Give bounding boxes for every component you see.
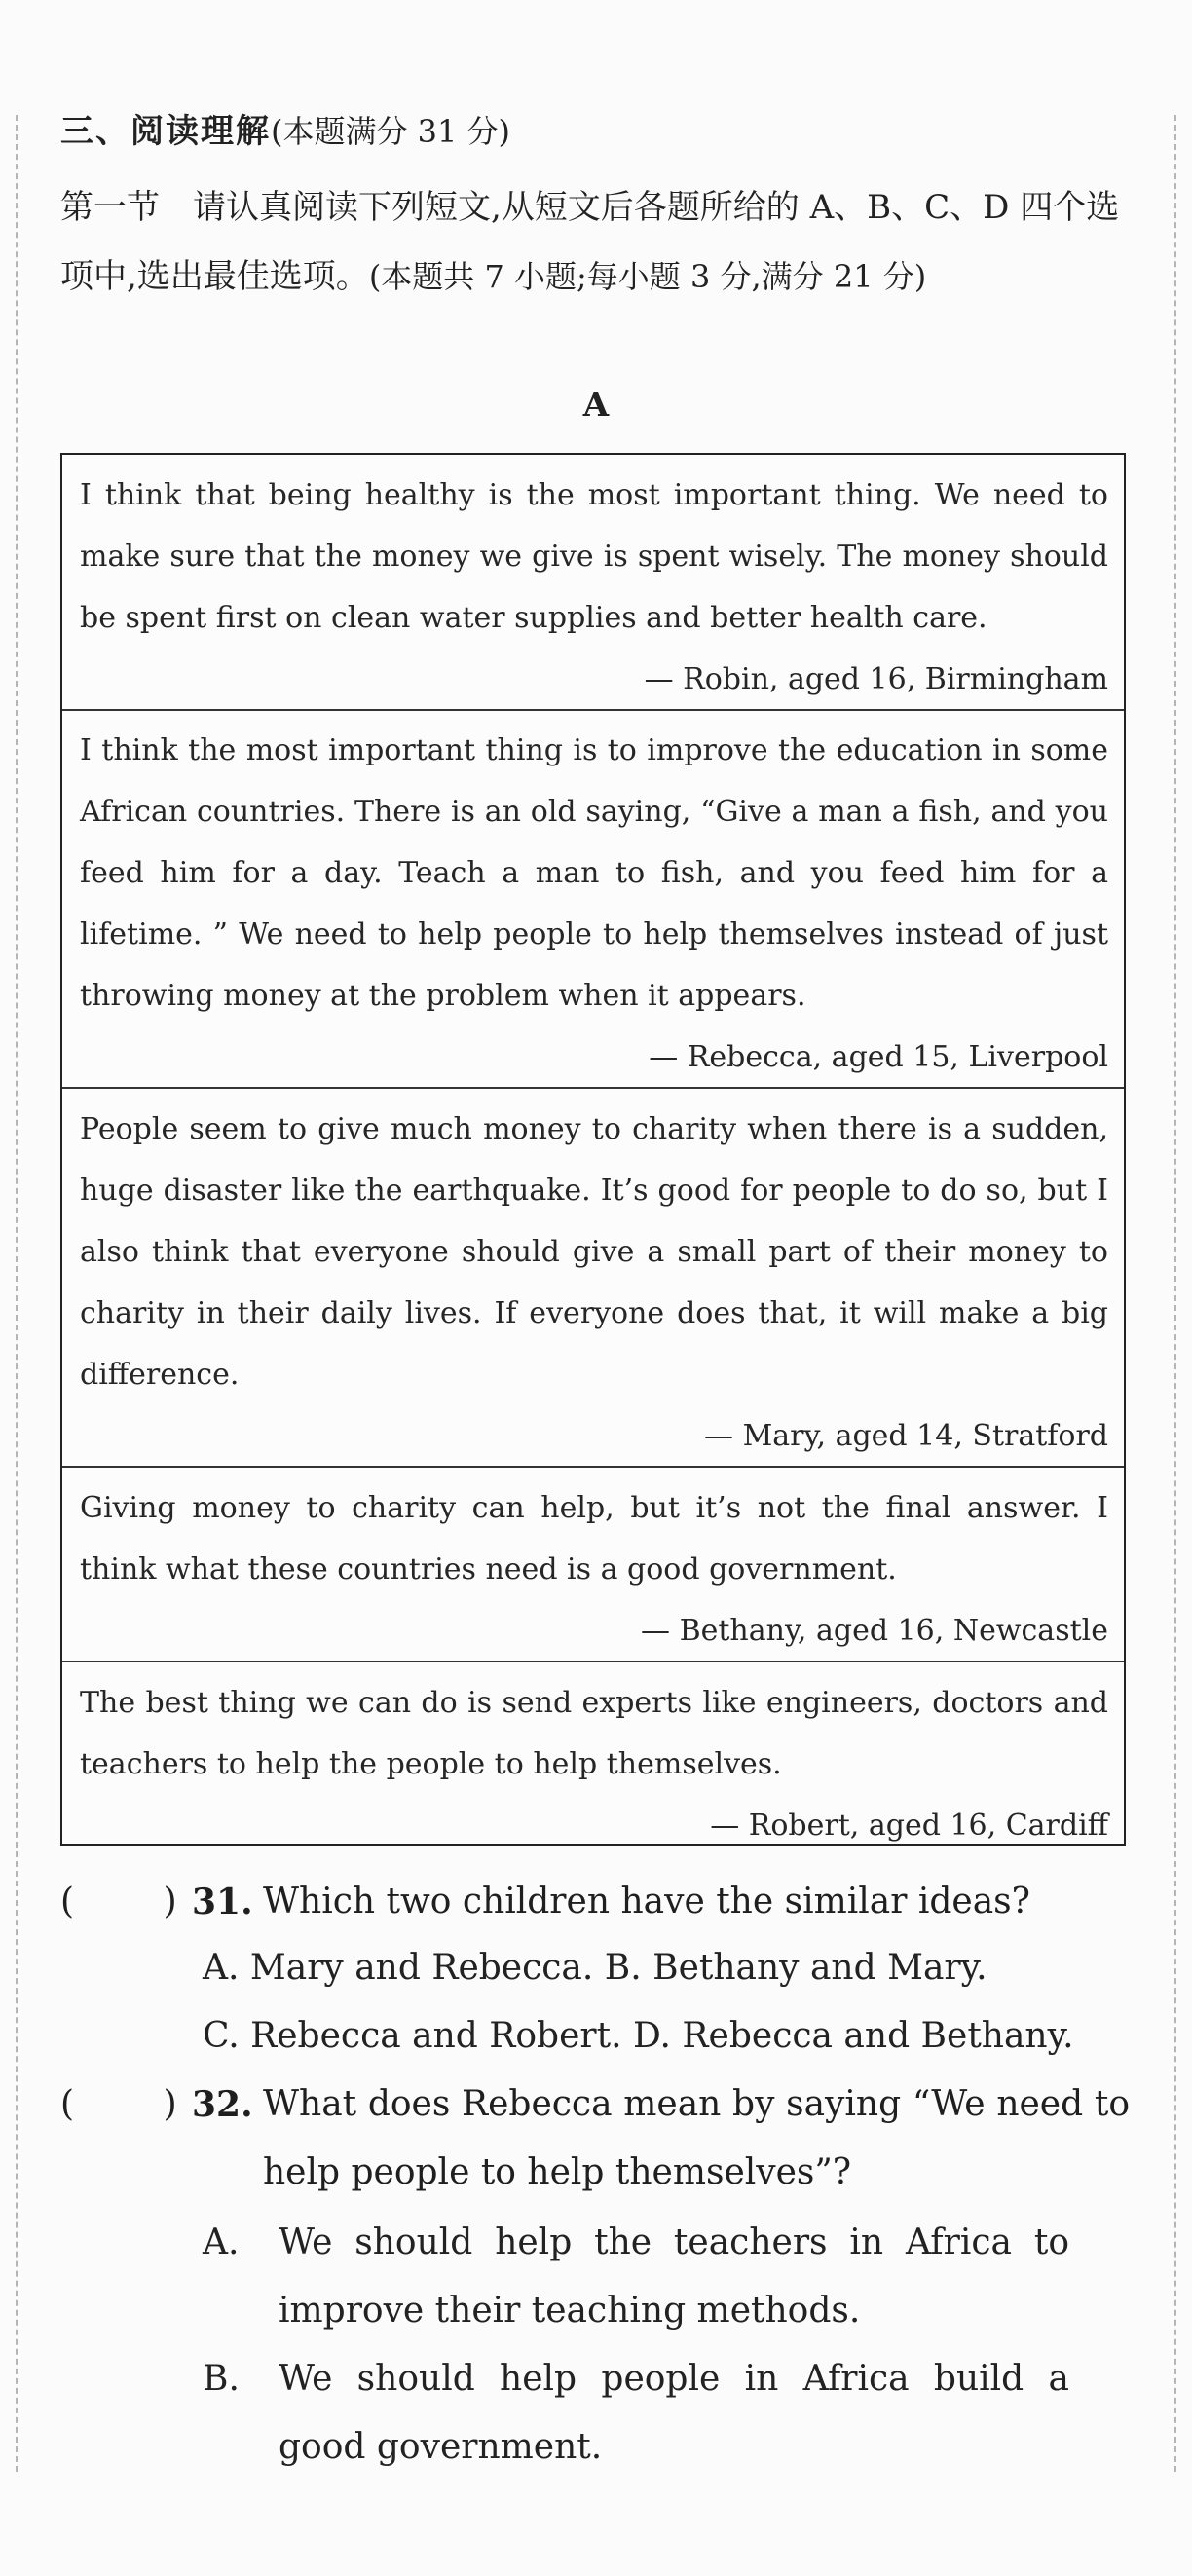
entry-text: People seem to give much money to charity when there is a sudden, huge disaster like the earthquake. It’s good for people to do so, but I also think that everyone should give a small part of their money to charity in their daily lives. If everyone does that, it will make a big difference. [80, 1112, 1108, 1392]
section-title [60, 109, 510, 154]
option-a [203, 2209, 1069, 2345]
entry-signature: — Rebecca, aged 15, Liverpool [649, 1040, 1108, 1074]
options-row-cd: C. Rebecca and Robert. D. Rebecca and Bethany. [203, 2016, 1074, 2056]
question-stem: Which two children have the similar ideas? [263, 1882, 1030, 1922]
passage-letter: A [582, 386, 610, 425]
passage-entry [62, 1089, 1124, 1468]
entry-signature: — Robin, aged 16, Birmingham [644, 662, 1108, 696]
entry-signature: — Mary, aged 14, Stratford [704, 1419, 1108, 1453]
entry-text: Giving money to charity can help, but it’s not the final answer. I think what these countries need is a good government. [80, 1491, 1108, 1587]
section-title-note: (本题满分 31 分) [271, 113, 511, 150]
answer-blank[interactable]: ( ) [60, 1882, 177, 1922]
passage-entry [62, 1662, 1124, 1844]
instructions-text: 第一节 请认真阅读下列短文,从短文后各题所给的 A、B、C、D 四个选项中,选出最佳选项。 [60, 188, 1120, 296]
left-margin-rule [16, 115, 18, 2472]
option-b [203, 2345, 1069, 2482]
right-margin-rule [1174, 115, 1176, 2472]
question-31 [60, 1880, 1132, 1938]
option-label: B. [203, 2359, 240, 2399]
instructions-note: (本题共 7 小题;每小题 3 分,满分 21 分) [368, 258, 927, 295]
passage-box [60, 453, 1126, 1846]
options-row-ab: A. Mary and Rebecca. B. Bethany and Mary. [203, 1948, 987, 1988]
passage-entry [62, 711, 1124, 1089]
question-number: 32. [192, 2084, 253, 2125]
passage-entry [62, 455, 1124, 711]
question-32 [60, 2082, 1132, 2219]
entry-text: The best thing we can do is send experts like engineers, doctors and teachers to help the people to help themselves. [80, 1686, 1108, 1781]
entry-text: I think the most important thing is to improve the education in some African countries. There is an old saying, “Give a man a fish, and you feed him for a day. Teach a man to fish, and you feed him for a lifetime. ” We need to help people to help themselves instead of just throwing money at the problem when it appears. [80, 733, 1108, 1013]
entry-text: I think that being healthy is the most important thing. We need to make sure that the money we give is spent wisely. The money should be spent first on clean water supplies and better health care. [80, 478, 1108, 635]
answer-blank[interactable]: ( ) [60, 2084, 177, 2124]
entry-signature: — Robert, aged 16, Cardiff [710, 1809, 1108, 1843]
passage-entry [62, 1468, 1124, 1662]
instructions [60, 173, 1132, 312]
entry-signature: — Bethany, aged 16, Newcastle [641, 1614, 1108, 1648]
question-number: 31. [192, 1882, 253, 1923]
question-stem: What does Rebecca mean by saying “We need to help people to help themselves”? [263, 2084, 1130, 2192]
option-text: We should help the teachers in Africa to improve their teaching methods. [279, 2222, 1069, 2331]
option-text: We should help people in Africa build a good government. [279, 2359, 1069, 2467]
section-title-main: 三、阅读理解 [60, 112, 271, 151]
option-label: A. [203, 2222, 240, 2262]
